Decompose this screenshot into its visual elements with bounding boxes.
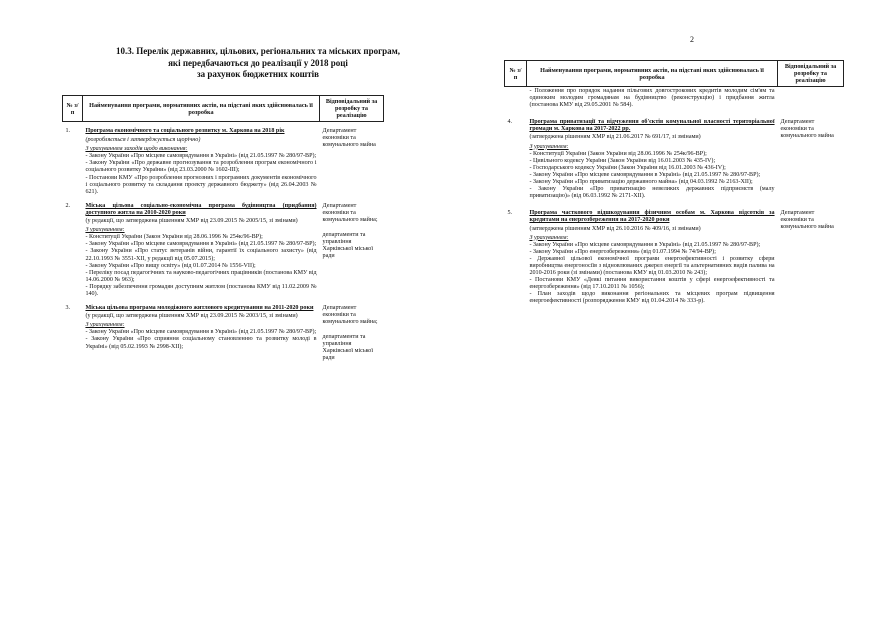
law-item: - Державної цільової економічної програми енергоефективності і розвитку сфери виробництва енергоносіїв з відновлюваних джерел енергії та альтернативних видів палива на 2010-2016 роки (зі змінами) (постанова КМУ від 01.03.2010 № 243); — [529, 255, 775, 277]
program-title: Програма приватизації та відчуження об'єктів комунальної власності територіальної громади м. Харкова на 2017-2022 рр. — [529, 119, 775, 133]
law-item: - Закону України «Про енергозбереження» (від 01.07.1994 № 74/94-ВР); — [529, 248, 716, 255]
table-row — [63, 304, 384, 363]
section-title — [88, 46, 428, 81]
table-row — [505, 209, 844, 306]
program-title: Міська цільова програма молодіжного житлового кредитування на 2011-2020 роки — [85, 305, 314, 312]
program-note: (затверджена рішенням ХМР від 26.10.2016 № 409/16, зі змінами) — [529, 225, 701, 232]
law-item: - План заходів щодо виконання регіональних та місцевих програм підвищення енергоефективності (розпорядження КМУ від 01.04.2014 № 333-р). — [529, 291, 775, 305]
considering-label: З урахуванням: — [529, 143, 569, 150]
header-num: № з/п — [505, 61, 527, 87]
program-note: (у редакції, що затверджена рішенням ХМР від 23.09.2015 № 2005/15, зі змінами) — [85, 218, 298, 225]
left-page — [0, 0, 440, 621]
row-number: 2. — [65, 202, 71, 209]
law-item: - Порядку забезпечення громадян доступним житлом (постанова КМУ від 11.02.2009 № 140). — [85, 283, 317, 297]
row-number: 3. — [65, 305, 71, 312]
law-item: - Постанови КМУ «Деякі питання використання коштів у сфері енергоефективності та енергозбереження» (від 17.10.2011 № 1056); — [529, 277, 775, 291]
program-title: Програма часткового відшкодування фізичним особам м. Харкова відсотків за кредитами на енергозбереження на 2017-2020 роки — [529, 210, 775, 224]
law-item: - Закону України «Про місцеве самоврядування в Україні» (від 21.05.1997 № 280/97-ВР); — [85, 241, 317, 248]
law-item: - Закону України «Про приватизацію державного майна» (від 04.03.1992 № 2163-XII); — [529, 179, 753, 186]
law-item: - Закону України «Про місцеве самоврядування в Україні» (від 21.05.1997 № 280/97-ВР); — [85, 153, 317, 160]
table-row — [63, 127, 384, 197]
considering-label: З урахуванням: — [529, 234, 569, 241]
considering-label: З урахуванням заходів щодо виконання: — [85, 146, 188, 153]
page-number: 2 — [690, 35, 694, 44]
table-row — [505, 118, 844, 201]
row-number: 1. — [65, 128, 71, 134]
law-item: - Закону України «Про приватизацію невеликих державних підприємств (малу приватизацію)» (від 06.03.1992 № 2171-XII). — [529, 186, 775, 200]
responsible-dept: Департамент економіки та комунального майна — [780, 119, 834, 140]
header-resp: Відповідальний за розробку та реалізацію — [320, 96, 384, 122]
law-item: - Закону України «Про місцеве самоврядування в Україні» (від 21.05.1997 № 280/97-ВР); — [529, 171, 761, 178]
responsible-dept: Департамент економіки та комунального майна — [322, 128, 376, 148]
header-name: Найменування програми, нормативних актів, на підставі яких здійснювалась її розробка — [526, 61, 777, 87]
programs-table-left — [62, 95, 384, 363]
responsible-dept-2: департаменти та управління Харківської міської ради — [322, 231, 374, 259]
header-num: № з/п — [63, 96, 83, 122]
law-item: - Постанови КМУ «Про розроблення прогнозних і програмних документів економічного і соціального розвитку та складання проекту державного бюджету» (від 26.04.2003 № 621). — [85, 174, 317, 195]
table-row — [505, 87, 844, 111]
law-item: - Закону України «Про сприяння соціальному становленню та розвитку молоді в Україні» (від 05.02.1993 № 2998-XII); — [85, 336, 317, 350]
law-item: - Конституції України (Закон України від 28.06.1996 № 254к/96-ВР); — [85, 234, 263, 241]
law-item: - Положення про порядок надання пільгових довгострокових кредитів молодим сім'ям та одиноким молодим громадянам на будівництво (реконструкцію) і придбання житла (постанова КМУ від 29.05.2001 № 584). — [529, 88, 775, 109]
program-title: Міська цільова соціально-економічна програма будівництва (придбання) доступного житла на 2010-2020 роки — [85, 202, 317, 216]
programs-table-right — [504, 60, 844, 307]
law-item: - Закону України «Про вищу освіту» (від 01.07.2014 № 1556-VII); — [85, 262, 256, 269]
law-item: - Закону України «Про статус ветеранів війни, гарантії їх соціального захисту» (від 22.10.1993 № 3551-XII, у редакції від 05.07.2015); — [85, 248, 317, 262]
responsible-dept: Департамент економіки та комунального майна; — [322, 202, 378, 223]
law-item: - Переліку посад педагогічних та науково-педагогічних працівників (постанова КМУ від 14.06.2000 № 963); — [85, 269, 317, 283]
law-item: - Закону України «Про державне прогнозування та розроблення програм економічного і соціального розвитку України» (від 23.03.2000 № 1602-III); — [85, 160, 317, 174]
law-item: - Закону України «Про місцеве самоврядування в Україні» (від 21.05.1997 № 280/97-ВР); — [529, 241, 761, 248]
program-title: Програма економічного та соціального розвитку м. Харкова на 2018 рік — [85, 128, 285, 134]
table-header — [505, 61, 844, 87]
row-number: 4. — [507, 119, 513, 126]
program-note: (затверджена рішенням ХМР від 21.06.2017 № 691/17, зі змінами) — [529, 134, 701, 141]
table-header — [63, 96, 384, 122]
title-line: за рахунок бюджетних коштів — [197, 69, 319, 79]
responsible-dept: Департамент економіки та комунального майна; — [322, 305, 378, 326]
law-item: - Господарського кодексу України (Закон України від 16.01.2003 № 436-IV); — [529, 164, 726, 171]
law-item: - Закону України «Про місцеве самоврядування в Україні» (від 21.05.1997 № 280/97-ВР); — [85, 329, 317, 336]
header-name: Найменування програми, нормативних актів, на підставі яких здійснювалась її розробка — [82, 96, 319, 122]
program-note: (у редакції, що затверджена рішенням ХМР від 23.09.2015 № 2003/15, зі змінами) — [85, 313, 298, 320]
right-page — [440, 0, 881, 621]
program-note: (розробляється і затверджується щорічно) — [85, 137, 201, 144]
considering-label: З урахуванням: — [85, 227, 125, 234]
law-item: - Конституції України (Закон України від 28.06.1996 № 254к/96-ВР); — [529, 150, 707, 157]
title-line: 10.3. Перелік державних, цільових, регіональних та міських програм, — [115, 46, 401, 56]
table-row — [63, 202, 384, 299]
responsible-dept-2: департаменти та управління Харківської міської ради — [322, 334, 374, 362]
law-item: - Цивільного кодексу України (Закон України від 16.01.2003 № 435-IV); — [529, 157, 716, 164]
responsible-dept: Департамент економіки та комунального майна — [780, 210, 834, 231]
header-resp: Відповідальний за розробку та реалізацію — [778, 61, 844, 87]
considering-label: З урахуванням: — [85, 322, 125, 329]
title-line: які передбачаються до реалізації у 2018 році — [168, 57, 348, 68]
row-number: 5. — [507, 210, 513, 217]
